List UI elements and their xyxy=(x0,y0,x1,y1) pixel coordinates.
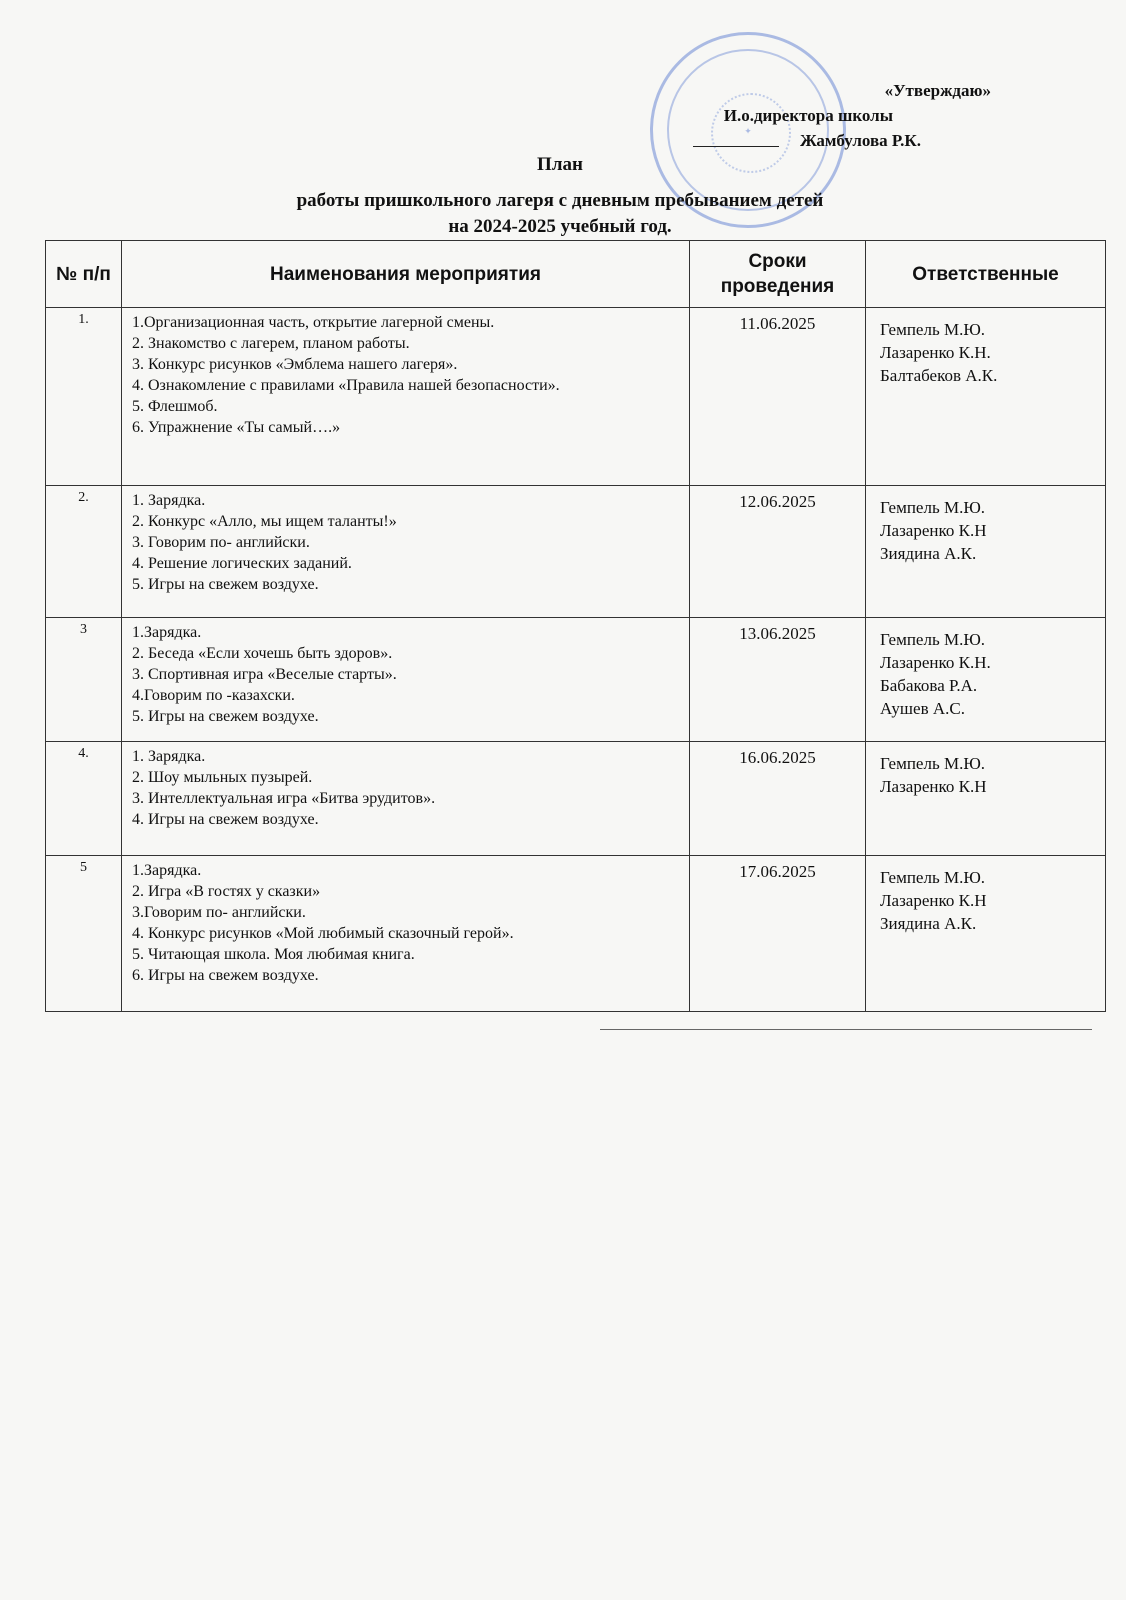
activity-item: 2. Беседа «Если хочешь быть здоров». xyxy=(132,645,393,662)
activity-item: 3. Спортивная игра «Веселые старты». xyxy=(132,666,397,683)
row-activities xyxy=(122,618,690,742)
table-row xyxy=(46,742,1106,856)
table-row xyxy=(46,618,1106,742)
responsible-person: Гемпель М.Ю. xyxy=(880,754,986,773)
activity-item: 4. Ознакомление с правилами «Правила нашей безопасности». xyxy=(132,377,560,394)
activity-item: 3.Говорим по- английски. xyxy=(132,904,306,921)
activity-item: 2. Игра «В гостях у сказки» xyxy=(132,883,321,900)
row-date: 13.06.2025 xyxy=(690,618,866,742)
responsible-person: Гемпель М.Ю. xyxy=(880,498,986,517)
activity-item: 5. Игры на свежем воздухе. xyxy=(132,576,319,593)
document-title: План xyxy=(537,154,583,175)
activity-item: 2. Знакомство с лагерем, планом работы. xyxy=(132,335,410,352)
responsible-person: Бабакова Р.А. xyxy=(880,676,978,695)
activity-item: 1. Зарядка. xyxy=(132,492,206,509)
activity-item: 4. Решение логических заданий. xyxy=(132,555,352,572)
responsible-person: Лазаренко К.Н xyxy=(880,777,987,796)
row-activities xyxy=(122,742,690,856)
approval-block xyxy=(724,78,991,153)
row-date: 11.06.2025 xyxy=(690,308,866,486)
row-number: 1. xyxy=(46,308,122,486)
responsible-person: Зиядина А.К. xyxy=(880,544,977,563)
header-activities: Наименования мероприятия xyxy=(122,241,690,308)
header-num: № п/п xyxy=(46,241,122,308)
row-date: 17.06.2025 xyxy=(690,856,866,1012)
activity-item: 1.Зарядка. xyxy=(132,624,202,641)
activity-item: 6. Упражнение «Ты самый….» xyxy=(132,419,341,436)
row-number: 3 xyxy=(46,618,122,742)
row-activities xyxy=(122,308,690,486)
row-responsible xyxy=(866,308,1106,486)
responsible-person: Лазаренко К.Н xyxy=(880,891,987,910)
activity-item: 4.Говорим по -казахски. xyxy=(132,687,295,704)
activity-item: 5. Флешмоб. xyxy=(132,398,218,415)
responsible-person: Балтабеков А.К. xyxy=(880,366,998,385)
responsible-person: Лазаренко К.Н. xyxy=(880,653,991,672)
activity-item: 4. Игры на свежем воздухе. xyxy=(132,811,319,828)
approval-position: И.о.директора школы xyxy=(723,106,893,125)
header-date: Сроки проведения xyxy=(690,241,866,308)
row-date: 12.06.2025 xyxy=(690,486,866,618)
row-activities xyxy=(122,856,690,1012)
activity-item: 2. Конкурс «Алло, мы ищем таланты!» xyxy=(132,513,397,530)
responsible-person: Гемпель М.Ю. xyxy=(880,868,986,887)
plan-table xyxy=(45,240,1106,1012)
row-number: 5 xyxy=(46,856,122,1012)
table-bottom-line xyxy=(600,1029,1092,1030)
header-responsible: Ответственные xyxy=(866,241,1106,308)
activity-item: 4. Конкурс рисунков «Мой любимый сказочный герой». xyxy=(132,925,514,942)
activity-item: 3. Говорим по- английски. xyxy=(132,534,310,551)
activity-item: 5. Игры на свежем воздухе. xyxy=(132,708,319,725)
activity-item: 1.Зарядка. xyxy=(132,862,202,879)
approval-name: Жамбулова Р.К. xyxy=(799,131,921,150)
responsible-person: Лазаренко К.Н xyxy=(880,521,987,540)
table-row xyxy=(46,856,1106,1012)
activity-item: 5. Читающая школа. Моя любимая книга. xyxy=(132,946,415,963)
activity-item: 1.Организационная часть, открытие лагерной смены. xyxy=(132,314,495,331)
table-row xyxy=(46,486,1106,618)
row-number: 2. xyxy=(46,486,122,618)
document-subtitle: работы пришкольного лагеря с дневным пребыванием детей xyxy=(296,190,824,211)
document-year: на 2024-2025 учебный год. xyxy=(448,216,672,237)
activity-item: 6. Игры на свежем воздухе. xyxy=(132,967,319,984)
row-date: 16.06.2025 xyxy=(690,742,866,856)
table-header-row xyxy=(46,241,1106,308)
responsible-person: Зиядина А.К. xyxy=(880,914,977,933)
activity-item: 3. Конкурс рисунков «Эмблема нашего лагеря». xyxy=(132,356,458,373)
responsible-person: Гемпель М.Ю. xyxy=(880,630,986,649)
signature-line xyxy=(693,146,779,147)
row-responsible xyxy=(866,742,1106,856)
row-activities xyxy=(122,486,690,618)
table-row xyxy=(46,308,1106,486)
row-responsible xyxy=(866,486,1106,618)
activity-item: 3. Интеллектуальная игра «Битва эрудитов». xyxy=(132,790,436,807)
row-number: 4. xyxy=(46,742,122,856)
row-responsible xyxy=(866,856,1106,1012)
approval-heading: «Утверждаю» xyxy=(884,81,991,100)
responsible-person: Гемпель М.Ю. xyxy=(880,320,986,339)
activity-item: 2. Шоу мыльных пузырей. xyxy=(132,769,313,786)
stamp-emblem: ✦ xyxy=(744,127,752,137)
row-responsible xyxy=(866,618,1106,742)
responsible-person: Лазаренко К.Н. xyxy=(880,343,991,362)
responsible-person: Аушев А.С. xyxy=(880,699,965,718)
activity-item: 1. Зарядка. xyxy=(132,748,206,765)
